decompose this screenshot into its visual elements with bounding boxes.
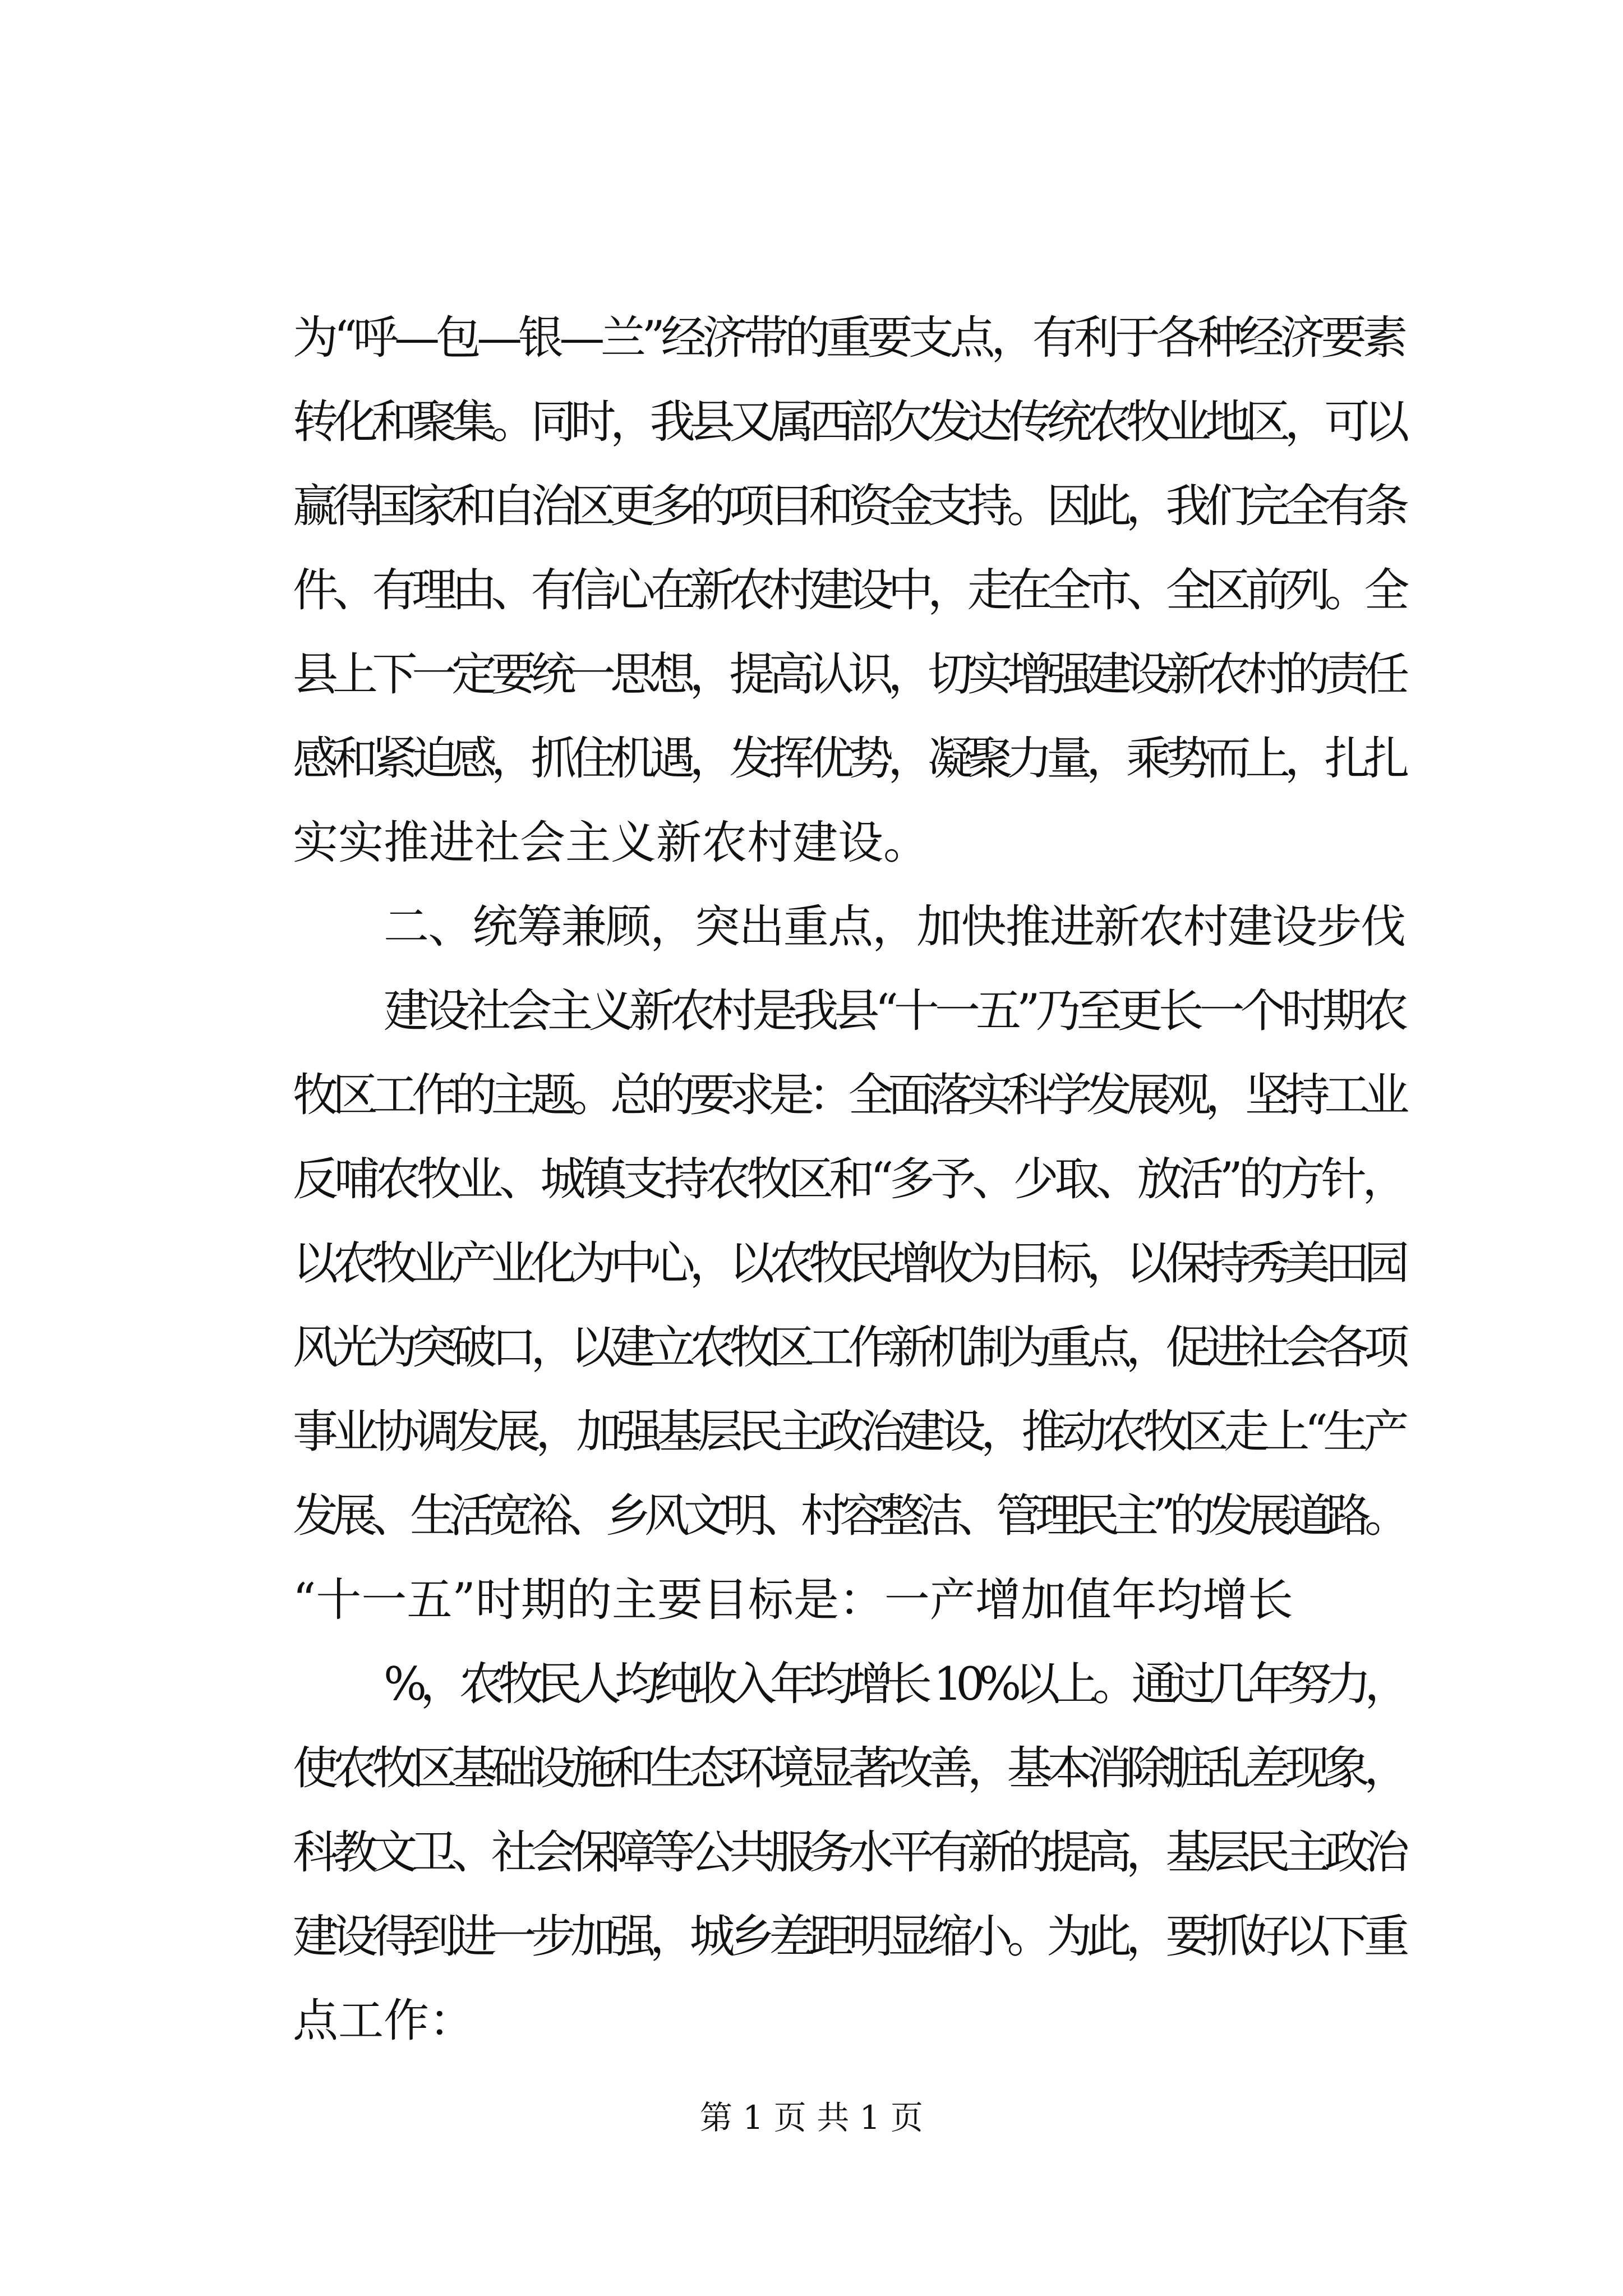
paragraph-line: 使农牧区基础设施和生态环境显著改善，基本消除脏乱差现象， bbox=[293, 1742, 1404, 1795]
body-text bbox=[293, 296, 1412, 2063]
paragraph-line: 赢得国家和自治区更多的项目和资金支持。因此，我们完全有条 bbox=[293, 480, 1404, 533]
paragraph-line: “十一五”时期的主要目标是：一产增加值年均增长 bbox=[293, 1574, 1293, 1627]
paragraph-line: 风光为突破口，以建立农牧区工作新机制为重点，促进社会各项 bbox=[293, 1322, 1404, 1374]
section-heading: 二、统筹兼顾，突出重点，加快推进新农村建设步伐 bbox=[384, 901, 1405, 954]
paragraph-line: 县上下一定要统一思想，提高认识，切实增强建设新农村的责任 bbox=[293, 648, 1404, 701]
paragraph-line: 牧区工作的主题。总的要求是：全面落实科学发展观，坚持工业 bbox=[293, 1069, 1404, 1122]
paragraph-line: 发展、生活宽裕、乡风文明、村容整洁、管理民主”的发展道路。 bbox=[293, 1490, 1404, 1543]
paragraph-line: 实实推进社会主义新农村建设。 bbox=[293, 817, 929, 869]
paragraph-line: 建设得到进一步加强，城乡差距明显缩小。为此，要抓好以下重 bbox=[293, 1911, 1404, 1963]
page-footer bbox=[0, 2098, 1623, 2137]
paragraph-line: 以农牧业产业化为中心，以农牧民增收为目标，以保持秀美田园 bbox=[293, 1237, 1404, 1290]
paragraph-line: 科教文卫、社会保障等公共服务水平有新的提高，基层民主政治 bbox=[293, 1826, 1404, 1879]
paragraph-line: 事业协调发展，加强基层民主政治建设，推动农牧区走上“生产 bbox=[293, 1406, 1404, 1458]
page-number-label: 第 1 页 共 1 页 bbox=[700, 2099, 923, 2137]
paragraph-line: 建设社会主义新农村是我县“十一五”乃至更长一个时期农 bbox=[384, 985, 1404, 1038]
paragraph-line: 感和紧迫感，抓住机遇，发挥优势，凝聚力量，乘势而上，扎扎 bbox=[293, 733, 1404, 785]
paragraph-line: 点工作： bbox=[293, 1995, 475, 2047]
paragraph-line: %，农牧民人均纯收入年均增长 10%以上。通过几年努力， bbox=[384, 1658, 1404, 1711]
paragraph-line: 件、有理由、有信心在新农村建设中，走在全市、全区前列。全 bbox=[293, 564, 1404, 617]
paragraph-line: 转化和聚集。同时，我县又属西部欠发达传统农牧业地区，可以 bbox=[293, 396, 1404, 449]
paragraph-line: 为“呼—包—银—兰”经济带的重要支点，有利于各种经济要素 bbox=[293, 312, 1404, 365]
paragraph-line: 反哺农牧业、城镇支持农牧区和“多予、少取、放活”的方针， bbox=[293, 1153, 1404, 1206]
